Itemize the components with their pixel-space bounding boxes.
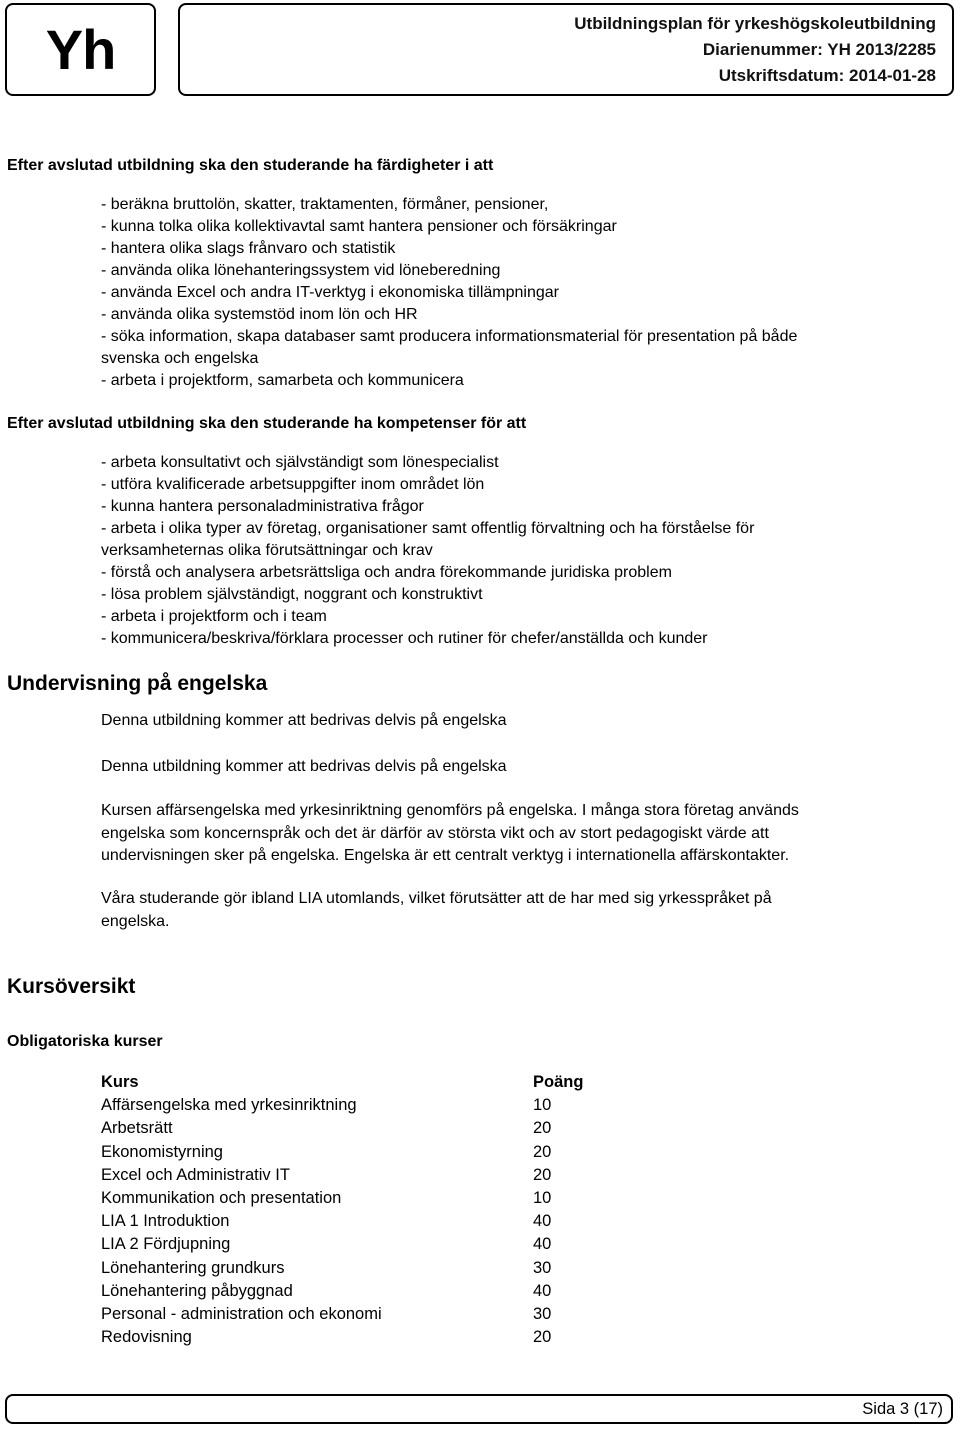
table-header-row xyxy=(101,1071,613,1094)
competences-heading: Efter avslutad utbildning ska den studerande ha kompetenser för att xyxy=(7,415,527,432)
course-points: 20 xyxy=(533,1328,552,1347)
course-name: Arbetsrätt xyxy=(101,1119,173,1138)
list-item: verksamheternas olika förutsättningar och krav xyxy=(101,542,433,559)
print-date: Utskriftsdatum: 2014-01-28 xyxy=(718,66,936,85)
document-title: Utbildningsplan för yrkeshögskoleutbildning xyxy=(574,14,936,33)
course-name: Personal - administration och ekonomi xyxy=(101,1305,382,1324)
course-points: 20 xyxy=(533,1119,552,1138)
list-item: - kommunicera/beskriva/förklara processer och rutiner för chefer/anställda och kunder xyxy=(101,630,708,647)
competences-list xyxy=(101,452,921,650)
list-item: - kunna hantera personaladministrativa frågor xyxy=(101,498,424,515)
english-paragraph-1 xyxy=(101,800,921,868)
course-name: Affärsengelska med yrkesinriktning xyxy=(101,1096,357,1115)
list-item: - använda olika lönehanteringssystem vid löneberedning xyxy=(101,262,501,279)
course-points: 20 xyxy=(533,1165,552,1184)
table-row xyxy=(101,1141,613,1164)
course-column-header: Kurs xyxy=(101,1073,139,1091)
mandatory-courses-heading: Obligatoriska kurser xyxy=(7,1033,163,1050)
list-item: - använda olika systemstöd inom lön och HR xyxy=(101,306,418,323)
course-points: 10 xyxy=(533,1096,552,1115)
course-points: 40 xyxy=(533,1235,552,1254)
list-item: - utföra kvalificerade arbetsuppgifter inom området lön xyxy=(101,476,485,493)
paragraph-line: Kursen affärsengelska med yrkesinriktning genomförs på engelska. I många stora företag används xyxy=(101,802,799,819)
table-row xyxy=(101,1233,613,1256)
list-item: - söka information, skapa databaser samt producera informationsmaterial för presentation på både xyxy=(101,328,798,345)
table-row xyxy=(101,1280,613,1303)
list-item: - arbeta konsultativt och självständigt som lönespecialist xyxy=(101,454,499,471)
paragraph-line: Våra studerande gör ibland LIA utomlands, vilket förutsätter att de har med sig yrkesspråket på xyxy=(101,890,772,907)
list-item: - arbeta i projektform, samarbeta och kommunicera xyxy=(101,372,464,389)
page-number: Sida 3 (17) xyxy=(862,1400,943,1418)
course-points: 30 xyxy=(533,1305,552,1324)
list-item: - hantera olika slags frånvaro och statistik xyxy=(101,240,396,257)
list-item: - kunna tolka olika kollektivavtal samt hantera pensioner och försäkringar xyxy=(101,218,617,235)
course-points: 20 xyxy=(533,1142,552,1161)
list-item: - lösa problem självständigt, noggrant och konstruktivt xyxy=(101,586,483,603)
table-row xyxy=(101,1326,613,1349)
table-row xyxy=(101,1187,613,1210)
english-statement-2: Denna utbildning kommer att bedrivas delvis på engelska xyxy=(101,758,507,775)
paragraph-line: undervisningen sker på engelska. Engelska är ett centralt verktyg i internationella affärskontakter. xyxy=(101,847,790,864)
list-item: svenska och engelska xyxy=(101,350,259,367)
table-row xyxy=(101,1117,613,1140)
english-heading: Undervisning på engelska xyxy=(7,672,268,695)
course-name: Lönehantering påbyggnad xyxy=(101,1281,293,1300)
paragraph-line: engelska. xyxy=(101,912,170,930)
paragraph-line: engelska som koncernspråk och det är därför av största vikt och av stort pedagogiskt värde att xyxy=(101,824,769,842)
english-paragraph-2 xyxy=(101,888,921,933)
english-statement-1: Denna utbildning kommer att bedrivas delvis på engelska xyxy=(101,712,507,729)
skills-heading: Efter avslutad utbildning ska den studerande ha färdigheter i att xyxy=(7,157,494,174)
list-item: - beräkna bruttolön, skatter, traktamenten, förmåner, pensioner, xyxy=(101,196,549,213)
course-name: Lönehantering grundkurs xyxy=(101,1258,285,1277)
logo-box xyxy=(5,3,156,96)
course-name: Kommunikation och presentation xyxy=(101,1189,342,1208)
course-name: Ekonomistyrning xyxy=(101,1142,223,1161)
list-item: - arbeta i projektform och i team xyxy=(101,608,327,625)
course-name: LIA 2 Fördjupning xyxy=(101,1235,231,1254)
course-name: LIA 1 Introduktion xyxy=(101,1212,230,1231)
table-row xyxy=(101,1257,613,1280)
list-item: - arbeta i olika typer av företag, organisationer samt offentlig förvaltning och ha förståelse för xyxy=(101,520,755,537)
list-item: - förstå och analysera arbetsrättsliga och andra förekommande juridiska problem xyxy=(101,564,672,581)
list-item: - använda Excel och andra IT-verktyg i ekonomiska tillämpningar xyxy=(101,284,559,301)
table-row xyxy=(101,1210,613,1233)
course-table xyxy=(101,1071,613,1349)
course-name: Redovisning xyxy=(101,1328,192,1347)
course-name: Excel och Administrativ IT xyxy=(101,1165,290,1184)
document-header xyxy=(178,3,954,96)
page-footer xyxy=(5,1394,953,1424)
table-row xyxy=(101,1303,613,1326)
table-row xyxy=(101,1164,613,1187)
course-points: 30 xyxy=(533,1258,552,1277)
yh-logo: Yh xyxy=(45,18,116,81)
course-points: 40 xyxy=(533,1212,552,1231)
skills-list xyxy=(101,194,921,392)
points-column-header: Poäng xyxy=(533,1073,584,1091)
diary-number: Diarienummer: YH 2013/2285 xyxy=(702,40,936,59)
course-points: 40 xyxy=(533,1281,552,1300)
course-points: 10 xyxy=(533,1189,552,1208)
table-row xyxy=(101,1094,613,1117)
course-overview-heading: Kursöversikt xyxy=(7,975,136,998)
